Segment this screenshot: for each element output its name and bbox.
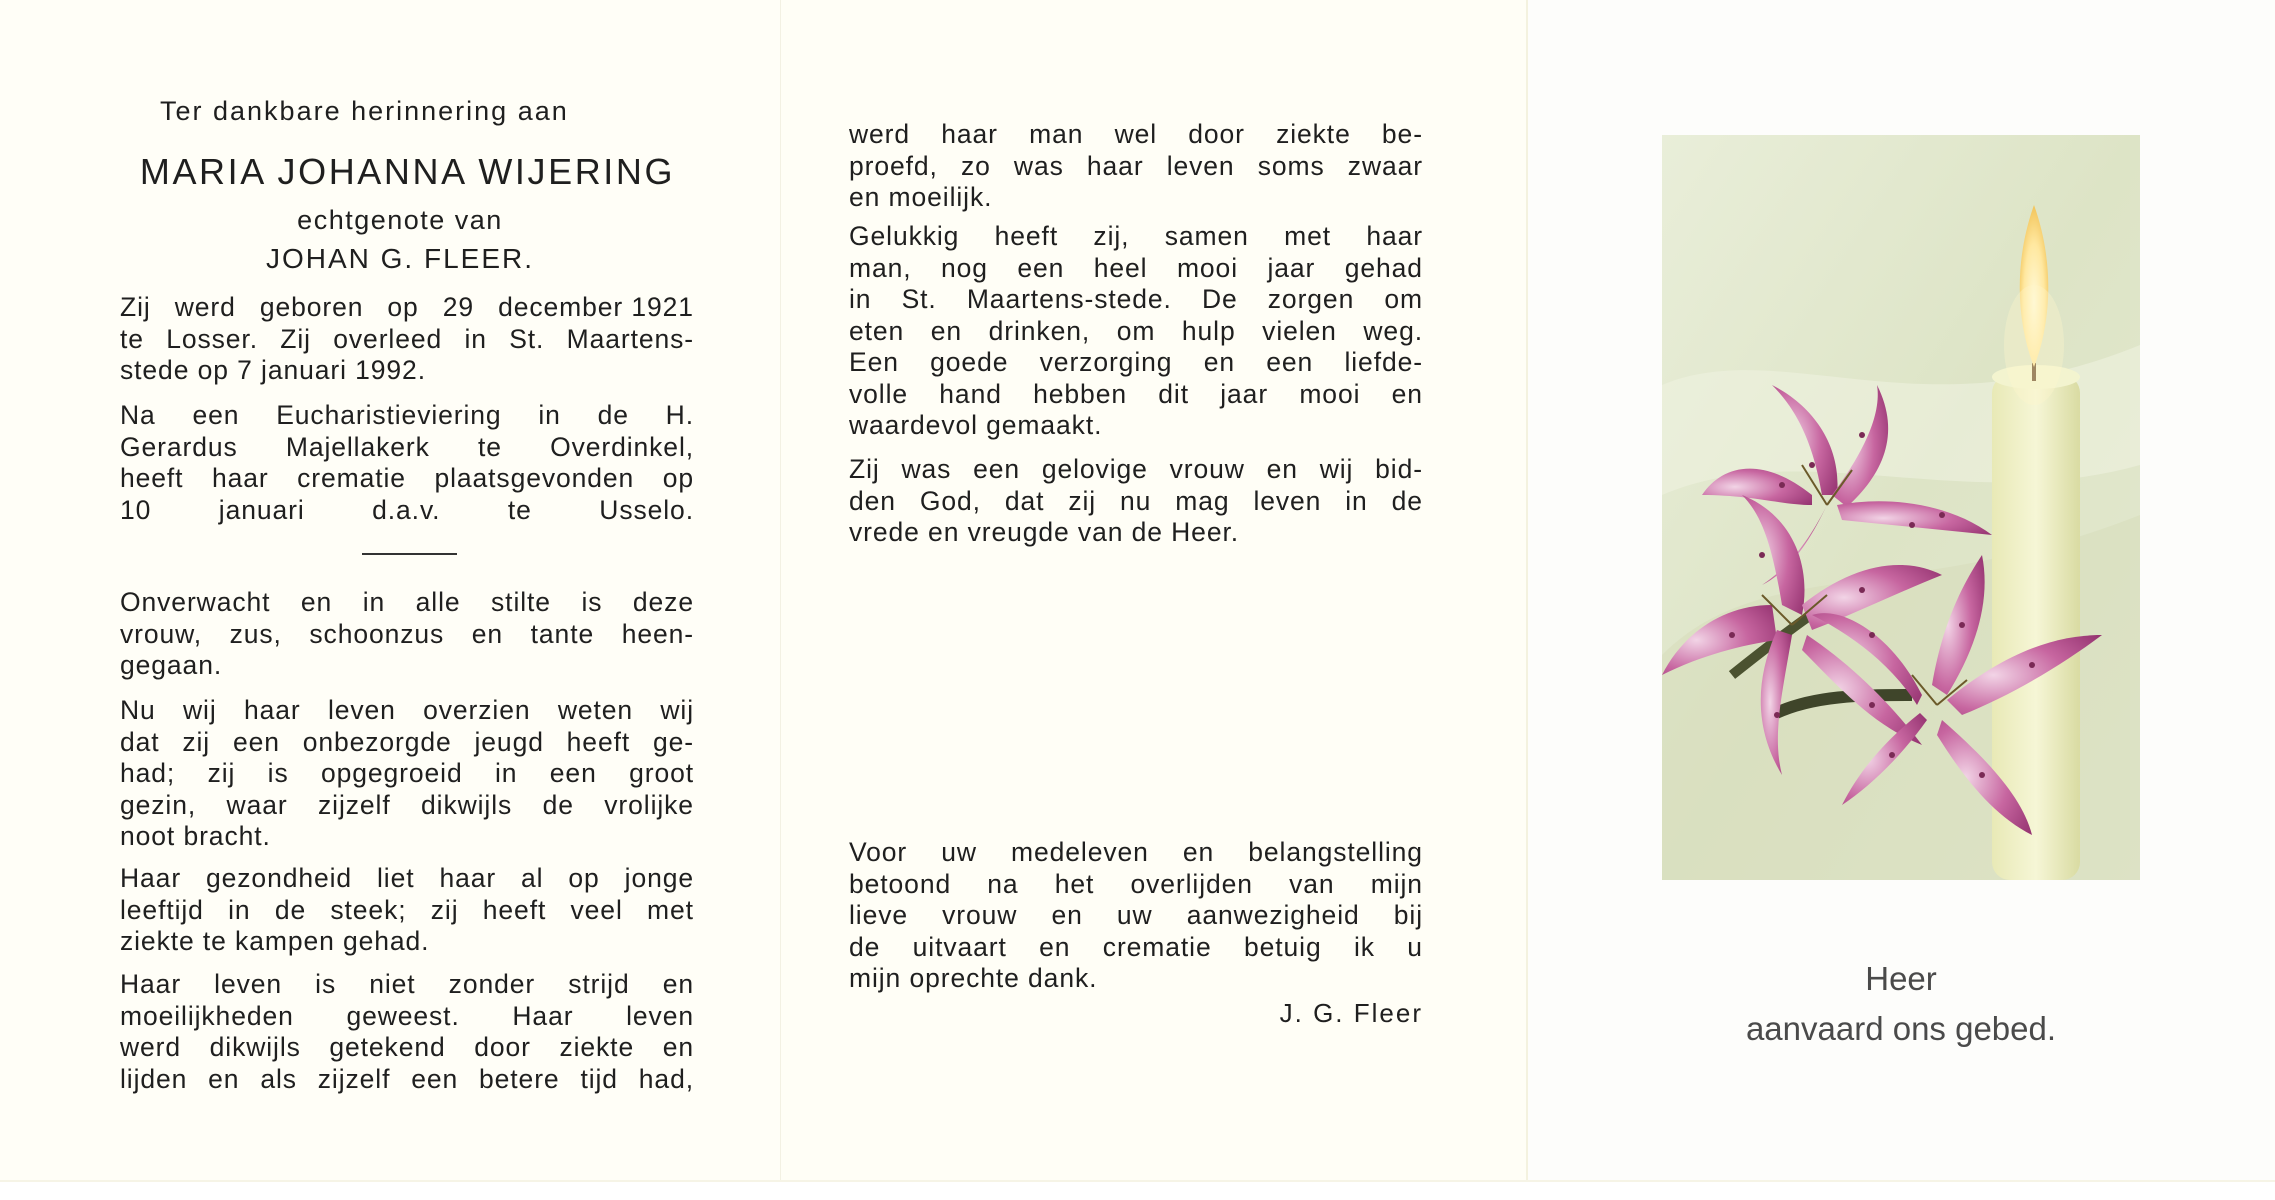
- word: zijzelf: [318, 789, 391, 820]
- text-line: [120, 650, 694, 682]
- word: in: [538, 400, 561, 430]
- word: een: [411, 1063, 459, 1094]
- word: tijd: [580, 1063, 618, 1094]
- word: de: [597, 400, 629, 430]
- word: dikwijls: [421, 789, 513, 820]
- word: vrouw: [942, 900, 1018, 930]
- word: zij: [182, 726, 211, 757]
- word: hulp: [1181, 315, 1236, 346]
- word: Eucharistieviering: [276, 400, 502, 430]
- word: leven: [327, 695, 396, 725]
- divider: [362, 553, 457, 555]
- thanks-paragraph: [849, 837, 1423, 995]
- word: Een: [849, 347, 899, 377]
- word: getekend: [329, 1032, 446, 1062]
- word: 29: [442, 292, 475, 322]
- word: St.: [901, 284, 937, 314]
- word: plaatsgevonden: [434, 463, 635, 493]
- word: leeftijd: [120, 894, 204, 925]
- word: en moeilijk.: [849, 182, 993, 212]
- word: en: [1266, 454, 1298, 484]
- word: uw: [1116, 900, 1153, 930]
- word: Haar: [512, 1000, 574, 1031]
- word: wel: [1114, 119, 1158, 149]
- word: haar: [941, 119, 998, 149]
- word: mooi: [1299, 378, 1361, 409]
- memorial-paragraph-3: [120, 863, 694, 958]
- word: jeugd: [474, 726, 544, 757]
- memorial-paragraph-4: [120, 969, 694, 1095]
- word: God,: [919, 485, 981, 516]
- word: Losser.: [166, 323, 258, 354]
- word: uw: [941, 837, 977, 867]
- word: in: [494, 758, 518, 788]
- word: de: [542, 789, 574, 820]
- word: groot: [629, 758, 694, 788]
- text-line: [120, 969, 694, 1001]
- word: proefd,: [849, 150, 938, 181]
- word: zorgen: [1267, 284, 1355, 314]
- text-line: [849, 900, 1423, 932]
- text-line: [849, 486, 1423, 518]
- card-middle-page: [780, 0, 1527, 1180]
- word: te: [507, 494, 532, 525]
- word: door: [474, 1032, 531, 1062]
- word: de: [849, 931, 881, 962]
- word: alle: [415, 587, 461, 617]
- word: Zij: [849, 454, 880, 484]
- word: ziekte: [559, 1032, 635, 1062]
- word: crematie: [297, 463, 406, 493]
- word: geweest.: [346, 1000, 460, 1031]
- word: overlijden: [1130, 868, 1253, 899]
- word: met: [1284, 221, 1332, 251]
- word: was: [901, 454, 952, 484]
- word: en: [1039, 931, 1071, 962]
- word: en: [662, 1032, 694, 1062]
- word: leven: [626, 1000, 694, 1031]
- word: een: [1266, 347, 1314, 377]
- word: en: [300, 587, 333, 617]
- memorial-paragraph-6: [849, 221, 1423, 442]
- word: dat: [120, 726, 160, 757]
- word: als: [260, 1063, 297, 1094]
- word: gezin,: [120, 789, 197, 820]
- word: man: [1029, 119, 1084, 149]
- word: dit: [1158, 378, 1189, 409]
- word: veel: [570, 894, 623, 925]
- word: in: [464, 323, 487, 354]
- word: heeft: [994, 221, 1059, 251]
- word: zwaar: [1347, 150, 1423, 181]
- word: niet: [369, 969, 416, 999]
- text-line: [849, 284, 1423, 316]
- word: zus,: [229, 618, 282, 649]
- word: werd: [120, 1032, 182, 1062]
- word: met: [647, 894, 694, 925]
- word: hebben: [1033, 378, 1127, 409]
- text-line: [849, 869, 1423, 901]
- word: gehad: [1344, 252, 1423, 283]
- word: de: [1391, 485, 1423, 516]
- word: dikwijls: [209, 1032, 301, 1062]
- word: vrede en vreugde van de Heer.: [849, 517, 1239, 547]
- word: Zij: [120, 292, 151, 322]
- word: Onverwacht: [120, 587, 271, 617]
- word: deze: [632, 587, 694, 617]
- word: waar: [226, 789, 288, 820]
- word: strijd: [568, 969, 630, 999]
- word: januari: [218, 494, 305, 525]
- word: Haar: [120, 969, 182, 999]
- word: vrolijke: [604, 789, 694, 820]
- text-line: [849, 932, 1423, 964]
- memorial-paragraph-2: [120, 695, 694, 853]
- word: aanwezigheid: [1186, 900, 1360, 930]
- word: gelovige: [1041, 454, 1148, 484]
- word: dat: [1004, 485, 1045, 516]
- word: op: [662, 463, 694, 493]
- word: man,: [849, 252, 912, 283]
- word: mag: [1175, 485, 1230, 516]
- text-line: [849, 151, 1423, 183]
- word: leven: [214, 969, 283, 999]
- word: in: [362, 587, 386, 617]
- memorial-paragraph-7: [849, 454, 1423, 549]
- word: zij: [430, 894, 459, 925]
- word: leven: [1253, 485, 1322, 516]
- text-line: [120, 355, 694, 387]
- word: jaar: [1220, 378, 1269, 409]
- spouse-name: JOHAN G. FLEER.: [265, 243, 535, 274]
- memorial-paragraph-5: [849, 119, 1423, 214]
- word: en: [930, 315, 963, 346]
- word: heeft: [566, 726, 631, 757]
- word: Zij: [280, 323, 311, 354]
- verse-line-1: Heer: [1865, 960, 1937, 997]
- word: leven: [1166, 150, 1235, 181]
- word: is: [267, 758, 289, 788]
- word: stilte: [491, 587, 551, 617]
- text-line: [120, 727, 694, 759]
- word: liet: [377, 863, 415, 893]
- word: Usselo.: [599, 494, 694, 525]
- word: is: [315, 969, 337, 999]
- word: op: [387, 292, 419, 322]
- word: overleed: [333, 323, 443, 354]
- word: Majellakerk: [285, 431, 430, 462]
- word: drinken,: [988, 315, 1091, 346]
- word: mijn oprechte dank.: [849, 963, 1098, 993]
- word: goede: [930, 347, 1009, 377]
- text-line: [120, 758, 694, 790]
- word: ik: [1353, 931, 1375, 962]
- candle-lily-photo: [1662, 135, 2140, 880]
- word: Voor: [849, 837, 908, 867]
- word: waardevol gemaakt.: [849, 410, 1103, 440]
- word: haar: [439, 863, 497, 893]
- word: een: [1017, 252, 1065, 283]
- word: wij: [660, 695, 694, 725]
- word: door: [1188, 119, 1245, 149]
- word: de: [274, 894, 307, 925]
- word: Overdinkel,: [550, 431, 694, 462]
- word: vielen: [1262, 315, 1337, 346]
- word: hand: [939, 378, 1002, 409]
- word: Nu: [120, 695, 156, 725]
- word: lijden: [120, 1063, 188, 1094]
- word: weten: [557, 695, 634, 725]
- word: vrouw: [1169, 454, 1245, 484]
- word: haar: [1086, 150, 1144, 181]
- word: en: [1182, 837, 1215, 867]
- word: het: [1054, 868, 1095, 899]
- word: heel: [1093, 252, 1148, 283]
- text-line: [120, 619, 694, 651]
- text-line: [120, 1001, 694, 1033]
- word: ge-: [652, 726, 694, 757]
- word: had,: [638, 1063, 694, 1094]
- word: jaar: [1267, 252, 1316, 283]
- word: zij: [1068, 485, 1097, 516]
- word: een: [232, 726, 280, 757]
- word: haar: [1366, 221, 1423, 251]
- verse-line-2: aanvaard ons gebed.: [1745, 1010, 2057, 1047]
- ceremony-paragraph: [120, 400, 694, 526]
- word: was: [1013, 150, 1064, 181]
- word: ziekte: [1276, 119, 1351, 149]
- word: had;: [120, 758, 176, 788]
- text-line: [120, 863, 694, 895]
- word: den: [849, 485, 896, 516]
- word: gegaan.: [120, 650, 223, 680]
- word: zij: [207, 758, 236, 788]
- word: bij: [1393, 900, 1423, 930]
- word: Maartens-: [566, 323, 694, 354]
- text-line: [849, 347, 1423, 379]
- word: Maartens-stede.: [966, 284, 1172, 314]
- word: in: [1345, 485, 1368, 516]
- word: van: [1289, 868, 1335, 899]
- word: heeft: [120, 463, 184, 493]
- word: en: [1051, 900, 1083, 930]
- word: een: [973, 454, 1021, 484]
- word: heeft: [482, 894, 547, 925]
- word: onbezorgde: [302, 726, 452, 757]
- text-line: [120, 432, 694, 464]
- word: Gerardus: [120, 431, 238, 462]
- word: steek;: [330, 894, 407, 925]
- text-line: [120, 926, 694, 958]
- word: gezondheid: [206, 863, 353, 893]
- word: schoonzus: [309, 618, 445, 649]
- word: samen: [1164, 221, 1249, 251]
- text-line: [120, 495, 694, 527]
- word: soms: [1257, 150, 1325, 181]
- word: moeilijkheden: [120, 1000, 294, 1031]
- word: opgegroeid: [320, 758, 463, 788]
- word: stede op 7 januari 1992.: [120, 355, 426, 385]
- word: medeleven: [1011, 837, 1149, 867]
- text-line: [849, 410, 1423, 442]
- word: op: [568, 863, 600, 893]
- text-line: [849, 221, 1423, 253]
- word: St.: [509, 323, 545, 354]
- word: te: [477, 431, 502, 462]
- word: een: [549, 758, 597, 788]
- text-line: [849, 454, 1423, 486]
- word: d.a.v.: [372, 494, 441, 525]
- card-left-page: [0, 0, 780, 1180]
- intro-text: Ter dankbare herinnering aan: [160, 96, 569, 126]
- text-line: [120, 1064, 694, 1096]
- word: werd: [174, 292, 236, 322]
- text-line: [120, 895, 694, 927]
- word: be-: [1381, 119, 1423, 149]
- word: uitvaart: [912, 931, 1007, 962]
- text-line: [849, 253, 1423, 285]
- word: nu: [1120, 485, 1152, 516]
- word: u: [1407, 931, 1423, 962]
- text-line: [120, 587, 694, 619]
- word: Gelukkig: [849, 221, 960, 251]
- word: nog: [940, 252, 988, 283]
- word: ziekte te kampen gehad.: [120, 926, 430, 956]
- word: en: [1203, 347, 1235, 377]
- text-line: [849, 837, 1423, 869]
- word: in: [849, 284, 872, 314]
- word: een: [192, 400, 240, 430]
- word: noot bracht.: [120, 821, 271, 851]
- birth-death-paragraph: [120, 292, 694, 387]
- text-line: [849, 517, 1423, 549]
- word: is: [581, 587, 603, 617]
- text-line: [849, 379, 1423, 411]
- word: en: [471, 618, 504, 649]
- word: jonge: [624, 863, 694, 893]
- word: weg.: [1363, 315, 1423, 346]
- word: tante: [530, 618, 595, 649]
- word: wij: [183, 695, 217, 725]
- word: al: [521, 863, 544, 893]
- word: eten: [849, 315, 905, 346]
- candle-lily-illustration: [1662, 135, 2140, 880]
- word: december 1921: [498, 292, 694, 322]
- text-line: [120, 1032, 694, 1064]
- word: lieve: [849, 900, 909, 930]
- spouse-label: echtgenote van: [297, 205, 503, 235]
- word: om: [1116, 315, 1156, 346]
- memorial-paragraph-1: [120, 587, 694, 682]
- word: zonder: [448, 969, 536, 999]
- text-line: [120, 292, 694, 324]
- word: zo: [960, 150, 991, 181]
- word: verzorging: [1039, 347, 1173, 377]
- text-line: [849, 119, 1423, 151]
- word: vrouw,: [120, 618, 202, 649]
- word: te: [120, 323, 144, 354]
- text-line: [120, 463, 694, 495]
- text-line: [120, 695, 694, 727]
- word: zij,: [1093, 221, 1130, 251]
- word: crematie: [1102, 931, 1212, 962]
- word: betoond: [849, 868, 952, 899]
- word: mooi: [1176, 252, 1238, 283]
- word: in: [228, 894, 251, 925]
- word: De: [1201, 284, 1238, 314]
- word: zijzelf: [317, 1063, 391, 1094]
- word: geboren: [259, 292, 364, 322]
- word: Na: [120, 400, 156, 430]
- word: betuig: [1244, 931, 1322, 962]
- text-line: [849, 316, 1423, 348]
- word: en: [662, 969, 694, 999]
- word: heen-: [621, 618, 694, 649]
- word: om: [1384, 284, 1423, 314]
- word: volle: [849, 378, 909, 409]
- word: haar: [243, 695, 301, 725]
- text-line: [120, 790, 694, 822]
- word: Haar: [120, 863, 182, 893]
- text-line: [120, 400, 694, 432]
- word: betere: [479, 1063, 560, 1094]
- word: na: [987, 868, 1019, 899]
- word: en: [208, 1063, 240, 1094]
- text-line: [120, 324, 694, 356]
- word: H.: [665, 400, 694, 430]
- word: mijn: [1370, 868, 1423, 899]
- text-line: [849, 963, 1423, 995]
- deceased-name: MARIA JOHANNA WIJERING: [139, 151, 676, 192]
- word: belangstelling: [1248, 837, 1423, 867]
- word: 10: [120, 494, 152, 525]
- text-line: [120, 821, 694, 853]
- bottom-edge: [0, 1180, 2275, 1200]
- word: liefde-: [1344, 347, 1423, 377]
- word: en: [1391, 378, 1423, 409]
- word: haar: [211, 463, 269, 493]
- text-line: [849, 182, 1423, 214]
- word: overzien: [423, 695, 531, 725]
- word: wij: [1319, 454, 1354, 484]
- word: bid-: [1375, 454, 1423, 484]
- word: werd: [849, 119, 911, 149]
- signature: J. G. Fleer: [1279, 998, 1423, 1028]
